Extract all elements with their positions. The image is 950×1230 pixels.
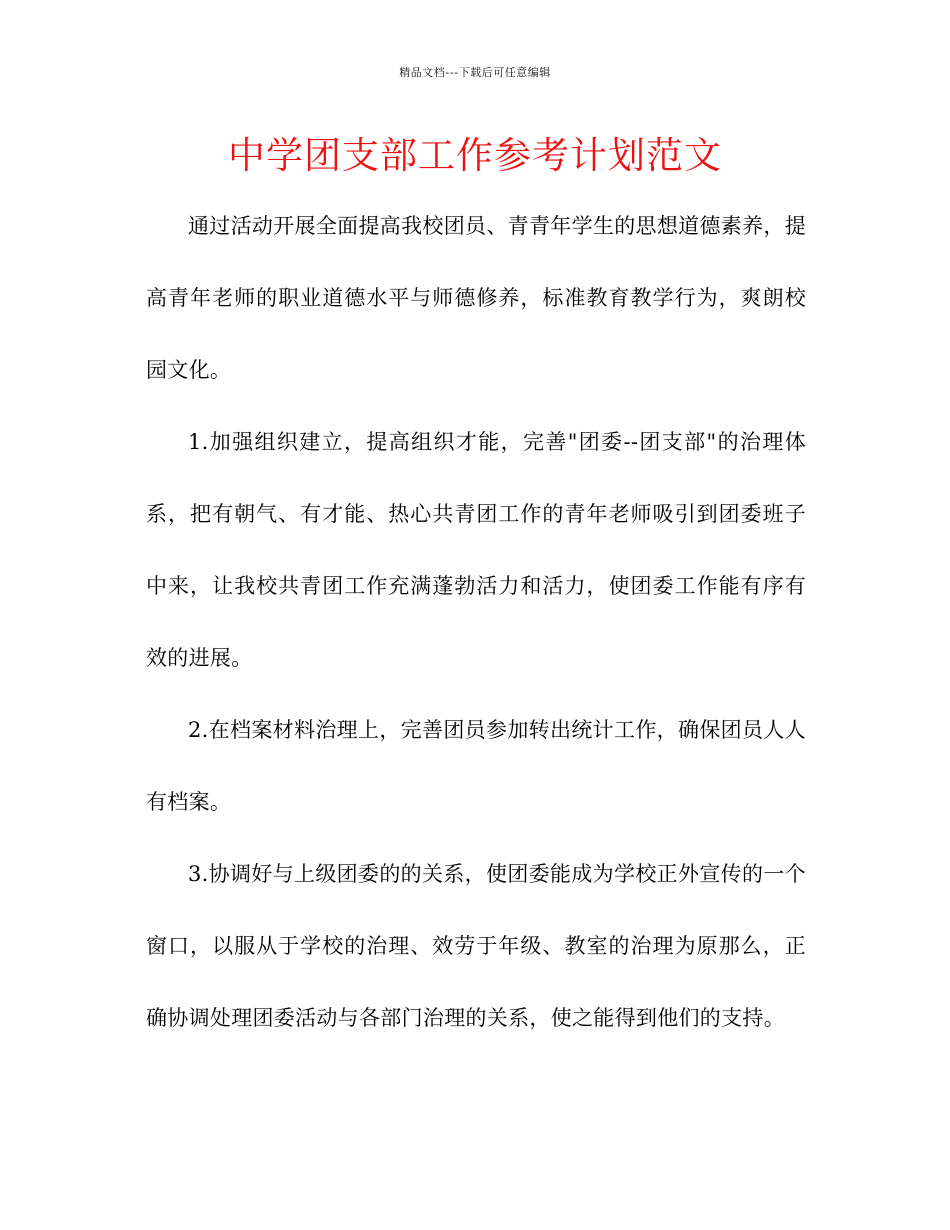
- header-note: 精品文档---下载后可任意编辑: [399, 66, 551, 79]
- paragraph-item-3: 3.协调好与上级团委的的关系，使团委能成为学校正外宣传的一个窗口，以服从于学校的治理、效劳于年级、教室的治理为原那么，正确协调处理团委活动与各部门治理的关系，使之能得到他们的支持。: [146, 862, 806, 1030]
- paragraph-item-2: 2.在档案材料治理上，完善团员参加转出统计工作，确保团员人人有档案。: [146, 718, 806, 814]
- paragraph-item-1: 1.加强组织建立，提高组织才能，完善"团委--团支部"的治理体系，把有朝气、有才能、热心共青团工作的青年老师吸引到团委班子中来，让我校共青团工作充满蓬勃活力和活力，使团委工作能有序有效的进展。: [146, 430, 806, 670]
- paragraph-intro: 通过活动开展全面提高我校团员、青青年学生的思想道德素养，提高青年老师的职业道德水平与师德修养，标准教育教学行为，爽朗校园文化。: [146, 214, 806, 382]
- document-title: 中学团支部工作参考计划范文: [228, 134, 722, 177]
- document-body: [146, 190, 806, 1054]
